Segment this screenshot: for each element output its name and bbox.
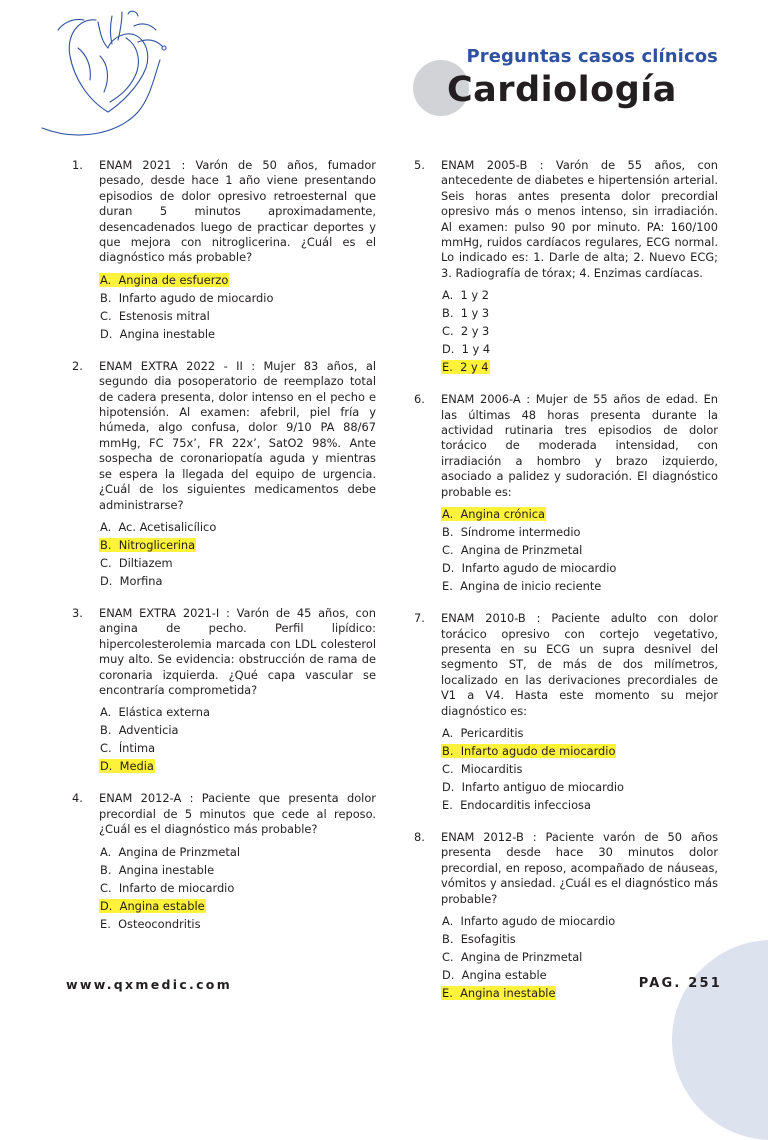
answer-option — [441, 286, 718, 304]
answer-option-mark — [99, 574, 164, 588]
answer-option-label: A. — [100, 272, 112, 287]
answer-option-correct — [441, 742, 718, 760]
answer-option-text: 2 y 4 — [460, 360, 489, 375]
question-text: ENAM 2012-B : Paciente varón de 50 años presenta desde hace 30 minutos dolor precordial, en reposo, acompañado de náuseas, vómitos y ansiedad. ¿Cuál es el diagnóstico más probable? — [441, 829, 718, 906]
answer-option-text: Íntima — [118, 741, 156, 756]
answer-option-text: Media — [119, 759, 154, 774]
answer-option-text: Angina de inicio reciente — [460, 579, 602, 594]
answer-option-mark — [441, 342, 491, 356]
answer-option — [441, 559, 718, 577]
answer-option-text: 2 y 3 — [460, 324, 490, 339]
question-item — [72, 791, 376, 932]
question-number: 4. — [72, 791, 83, 806]
answer-option-label: E. — [442, 579, 453, 594]
question-number: 3. — [72, 605, 83, 620]
answer-option-label: A. — [100, 705, 112, 720]
answer-option — [441, 948, 718, 966]
answer-option-mark — [441, 324, 490, 338]
answer-option-text: Diltiazem — [118, 555, 173, 570]
answer-option — [441, 930, 718, 948]
answer-option-text: Infarto de miocardio — [118, 880, 235, 895]
answer-option — [99, 554, 376, 572]
answer-option-label: E. — [442, 360, 453, 375]
answer-option-text: Osteocondritis — [118, 916, 201, 931]
answer-option-label: B. — [442, 743, 454, 758]
answer-option-mark — [441, 360, 490, 374]
answer-option-label: B. — [442, 525, 454, 540]
answer-option — [441, 778, 718, 796]
answer-options — [99, 518, 376, 590]
answer-option-mark — [441, 932, 517, 946]
answer-option-text: Adventicia — [118, 723, 179, 738]
answer-option-label: C. — [442, 761, 454, 776]
answer-option-mark — [99, 899, 206, 913]
answer-option-mark — [441, 914, 616, 928]
answer-option-mark — [99, 291, 274, 305]
answer-option-mark — [441, 561, 617, 575]
answer-option — [99, 518, 376, 536]
answer-option-mark — [441, 780, 625, 794]
answer-option — [99, 325, 376, 343]
heart-illustration-icon — [38, 8, 188, 143]
answer-option-text: Angina estable — [461, 967, 547, 982]
answer-option-mark — [99, 309, 211, 323]
answer-option-text: 1 y 3 — [460, 306, 490, 321]
answer-options — [99, 703, 376, 775]
answer-option-label: A. — [100, 519, 112, 534]
answer-option — [99, 289, 376, 307]
question-text: ENAM 2006-A : Mujer de 55 años de edad. En las últimas 48 horas presenta durante la actividad rutinaria tres episodios de dolor torácico de moderada intensidad, con irradiación a hombro y brazo izquierdo, asociado a palidez y sudoración. El diagnóstico probable es: — [441, 392, 718, 499]
answer-option-mark — [99, 917, 202, 931]
answer-option-label: D. — [442, 967, 455, 982]
question-number: 2. — [72, 358, 83, 373]
left-column — [72, 158, 376, 949]
answer-option-label: B. — [100, 862, 112, 877]
answer-option — [441, 760, 718, 778]
answer-option-text: Elástica externa — [118, 705, 210, 720]
answer-option — [99, 739, 376, 757]
answer-options — [441, 724, 718, 814]
question-text: ENAM 2010-B : Paciente adulto con dolor torácico opresivo con cortejo vegetativo, presenta en su ECG un supra desnivel del segmento ST, de más de dos milímetros, localizado en las derivaciones precordiales de V1 a V4. Hasta este momento su mejor diagnóstico es: — [441, 611, 718, 718]
answer-option-correct — [99, 271, 376, 289]
answer-option-label: E. — [442, 985, 453, 1000]
right-column — [414, 158, 718, 1018]
answer-option-label: C. — [100, 880, 112, 895]
answer-option-label: D. — [442, 342, 455, 357]
answer-option-correct — [99, 536, 376, 554]
answer-option — [99, 879, 376, 897]
answer-option-text: Estenosis mitral — [118, 308, 210, 323]
answer-option-label: D. — [100, 759, 113, 774]
answer-option-text: 1 y 4 — [461, 342, 491, 357]
answer-option-mark — [441, 986, 556, 1000]
answer-option-text: Pericarditis — [460, 725, 524, 740]
answer-option-label: D. — [442, 779, 455, 794]
answer-option-label: C. — [442, 949, 454, 964]
answer-option-mark — [441, 579, 602, 593]
answer-option-text: Infarto agudo de miocardio — [461, 561, 617, 576]
answer-option-text: Angina inestable — [460, 985, 556, 1000]
answer-option-label: B. — [442, 931, 454, 946]
page-title: Cardiología — [447, 70, 677, 110]
answer-option-label: C. — [100, 555, 112, 570]
answer-option-correct — [99, 897, 376, 915]
answer-option-text: Angina de Prinzmetal — [118, 844, 240, 859]
answer-option-correct — [99, 757, 376, 775]
answer-options — [99, 271, 376, 343]
answer-option-text: Morfina — [119, 573, 163, 588]
answer-option-label: D. — [100, 326, 113, 341]
answer-option-label: C. — [442, 543, 454, 558]
answer-option-label: B. — [442, 306, 454, 321]
answer-option-text: 1 y 2 — [460, 288, 489, 303]
answer-option-text: Angina de esfuerzo — [118, 272, 229, 287]
answer-option-label: A. — [442, 913, 454, 928]
question-item — [72, 606, 376, 775]
question-text: ENAM EXTRA 2021-I : Varón de 45 años, con angina de pecho. Perfil lipídico: hipercolesterolemia marcada con LDL colesterol muy alto. Se evidencia: obstrucción de rama de coronaria izquierda. ¿Qué capa vascular se encontraría comprometida? — [99, 605, 376, 697]
answer-option — [441, 304, 718, 322]
answer-option-text: Angina de Prinzmetal — [460, 543, 583, 558]
answer-option-mark — [441, 798, 592, 812]
answer-option-label: B. — [100, 290, 112, 305]
answer-option-text: Nitroglicerina — [118, 537, 196, 552]
answer-option — [99, 915, 376, 933]
page-number: PAG. 251 — [638, 976, 722, 991]
question-item — [414, 611, 718, 814]
question-item — [414, 158, 718, 376]
answer-option — [441, 322, 718, 340]
answer-option-label: C. — [100, 741, 112, 756]
answer-option-mark — [99, 741, 156, 755]
answer-option-mark — [99, 845, 241, 859]
question-item — [72, 158, 376, 343]
answer-option-text: Endocarditis infecciosa — [460, 797, 591, 812]
answer-option-mark — [441, 968, 548, 982]
answer-option — [99, 572, 376, 590]
answer-option — [441, 912, 718, 930]
question-text: ENAM 2005-B : Varón de 55 años, con antecedente de diabetes e hipertensión arterial. Seis horas antes presenta dolor precordial opresivo más o menos intenso, sin irradiación. Al examen: pulso 90 por minuto. PA: 160/100 mmHg, ruidos cardíacos regulares, ECG normal. Lo indicado es: 1. Darle de alta; 2. Nuevo ECG; 3. Radiografía de tórax; 4. Enzimas cardíacas. — [441, 158, 718, 280]
answer-option-label: C. — [100, 308, 112, 323]
answer-option-mark — [99, 759, 155, 773]
answer-option-text: Infarto agudo de miocardio — [460, 913, 616, 928]
question-number: 5. — [414, 158, 425, 172]
answer-option — [99, 721, 376, 739]
answer-option-text: Angina estable — [119, 898, 205, 913]
answer-option-correct — [441, 358, 718, 376]
question-number: 6. — [414, 392, 425, 407]
answer-option-label: D. — [100, 898, 113, 913]
question-item — [414, 392, 718, 595]
question-number: 7. — [414, 611, 425, 626]
question-item — [72, 359, 376, 590]
answer-option-mark — [441, 525, 581, 539]
answer-option-label: C. — [442, 324, 454, 339]
question-text: ENAM 2012-A : Paciente que presenta dolor precordial de 5 minutos que cede al reposo. ¿Cuál es el diagnóstico más probable? — [99, 791, 376, 837]
answer-option-text: Miocarditis — [460, 761, 523, 776]
answer-option-mark — [99, 705, 211, 719]
answer-option-mark — [99, 556, 174, 570]
answer-option — [441, 724, 718, 742]
answer-option-mark — [441, 744, 616, 758]
answer-option-text: Angina de Prinzmetal — [460, 949, 583, 964]
answer-option-label: A. — [442, 725, 454, 740]
answer-option-text: Ac. Acetisalicílico — [118, 519, 217, 534]
answer-option-text: Angina inestable — [119, 326, 216, 341]
answer-option-label: B. — [100, 537, 112, 552]
answer-option — [441, 523, 718, 541]
answer-option-label: A. — [442, 507, 454, 522]
answer-option-mark — [99, 273, 229, 287]
answer-option-label: A. — [100, 844, 112, 859]
answer-option-label: B. — [100, 723, 112, 738]
question-text: ENAM EXTRA 2022 - II : Mujer 83 años, al segundo dia posoperatorio de reemplazo total de cadera presenta, dolor intenso en el pecho e hipotensión. Al examen: afebril, piel fría y húmeda, algo confusa, dolor 9/10 PA 88/67 mmHg, FC 75x’, FR 22x’, SatO2 98%. Ante sospecha de coronariopatía aguda y mientras se espera la llegada del equipo de urgencia. ¿Cuál de los siguientes medicamentos debe administrarse? — [99, 358, 376, 512]
answer-option — [99, 703, 376, 721]
answer-option-text: Infarto antiguo de miocardio — [461, 779, 625, 794]
answer-options — [441, 286, 718, 376]
answer-option-mark — [441, 762, 523, 776]
question-number: 1. — [72, 158, 83, 172]
answer-option-mark — [441, 306, 490, 320]
answer-options — [441, 505, 718, 595]
answer-option-mark — [99, 327, 216, 341]
answer-option-text: Infarto agudo de miocardio — [460, 743, 616, 758]
answer-option — [441, 577, 718, 595]
answer-option-text: Angina inestable — [118, 862, 215, 877]
answer-options — [99, 843, 376, 933]
answer-option-mark — [99, 723, 180, 737]
answer-option-text: Síndrome intermedio — [460, 525, 581, 540]
answer-option-text: Esofagitis — [460, 931, 516, 946]
answer-option — [441, 340, 718, 358]
answer-option-correct — [441, 505, 718, 523]
answer-option-mark — [441, 507, 546, 521]
answer-option-mark — [99, 538, 196, 552]
answer-option-text: Angina crónica — [460, 507, 545, 522]
answer-option — [99, 861, 376, 879]
answer-option-mark — [99, 863, 215, 877]
footer-url: www.qxmedic.com — [66, 977, 233, 992]
answer-option-mark — [441, 288, 490, 302]
answer-option-label: E. — [442, 797, 453, 812]
answer-option-mark — [441, 726, 524, 740]
answer-option — [441, 541, 718, 559]
section-subtitle: Preguntas casos clínicos — [466, 46, 718, 67]
answer-option — [99, 307, 376, 325]
answer-option-label: A. — [442, 288, 454, 303]
answer-option-label: D. — [100, 573, 113, 588]
answer-option-mark — [99, 520, 217, 534]
answer-option-label: E. — [100, 916, 111, 931]
answer-option-text: Infarto agudo de miocardio — [118, 290, 274, 305]
answer-option-label: D. — [442, 561, 455, 576]
answer-option — [99, 843, 376, 861]
question-number: 8. — [414, 829, 425, 844]
answer-option-mark — [99, 881, 235, 895]
answer-option-mark — [441, 950, 583, 964]
answer-option — [441, 796, 718, 814]
question-text: ENAM 2021 : Varón de 50 años, fumador pesado, desde hace 1 año viene presentando episodios de dolor opresivo retroesternal que duran 5 minutos aproximadamente, desencadenados luego de practicar deportes y que mejora con nitroglicerina. ¿Cuál es el diagnóstico más probable? — [99, 158, 376, 265]
answer-option-mark — [441, 543, 583, 557]
